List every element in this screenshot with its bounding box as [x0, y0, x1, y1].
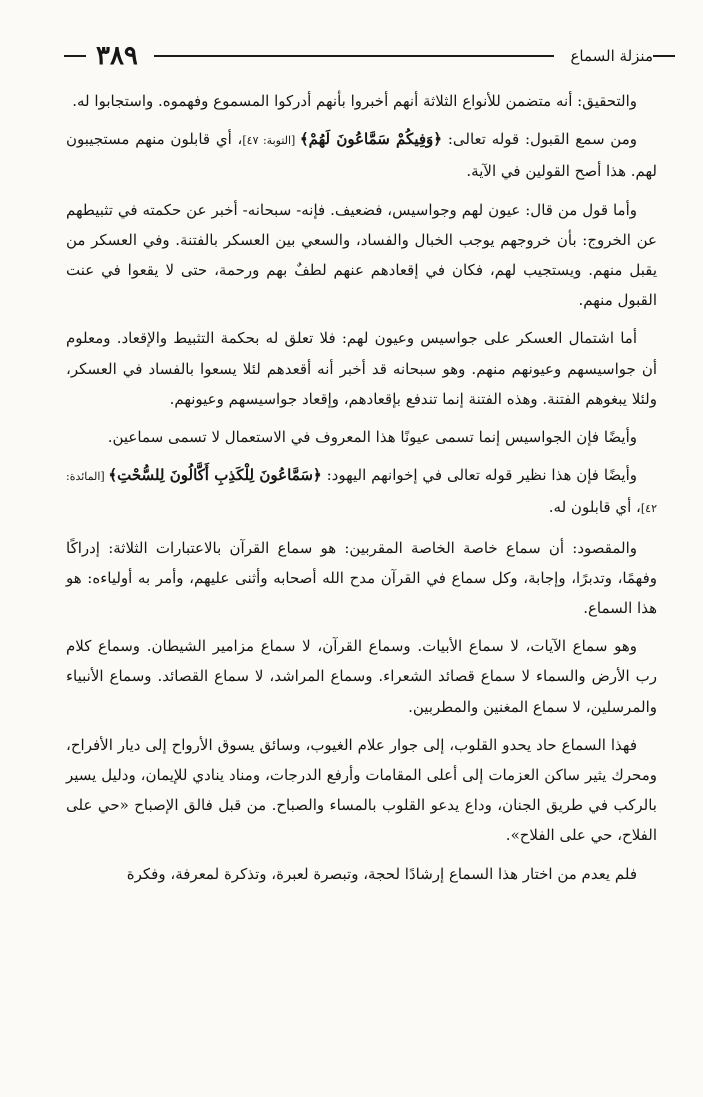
- paragraph-text: وأيضًا فإن هذا نظير قوله تعالى في إخوانهم اليهود:: [321, 466, 637, 485]
- paragraph-text: ، أي قابلون منهم مستجيبون لهم. هذا أصح القولين في الآية.: [66, 130, 657, 181]
- body-text: [66, 86, 657, 897]
- header-dash: [653, 55, 675, 57]
- page-number: ٣٨٩: [96, 41, 138, 71]
- paragraph: والتحقيق: أنه متضمن للأنواع الثلاثة أنهم أخبروا بأنهم أدركوا المسموع وفهموه. واستجابوا له.: [72, 92, 637, 110]
- verse-reference: [المائدة: ٤٢]: [66, 470, 657, 516]
- quran-verse: ﴿سَمَّاعُونَ لِلْكَذِبِ أَكَّالُونَ لِلسُّحْتِ﴾: [108, 466, 322, 485]
- header-dash: [64, 55, 86, 57]
- page-header: [64, 38, 675, 74]
- running-title: منزلة السماع: [570, 47, 653, 65]
- paragraph-text: ، أي قابلون له.: [548, 498, 641, 517]
- paragraph: أما اشتمال العسكر على جواسيس وعيون لهم: فلا تعلق له بحكمة التثبيط والإقعاد. ومعلوم أن جواسيسهم وعيونهم منهم. وهو سبحانه قد أخبر أنه أقعدهم لئلا يسعوا بالفساد في العسكر، ولئلا يبغوهم الفتنة. وهذه الفتنة إنما تندفع بإقعادهم، وإقعاد جواسيسهم وعيونهم.: [66, 329, 657, 408]
- paragraph: وأما قول من قال: عيون لهم وجواسيس، فضعيف. فإنه- سبحانه- أخبر عن حكمته في تثبيطهم عن الخروج: بأن خروجهم يوجب الخبال والفساد، والسعي بين العسكر بالفتنة. وفي العسكر من يقبل منهم. ويستجيب لهم، فكان في إقعادهم عنهم لطفٌ بهم ورحمة، حتى لا يقعوا في عنت القبول منهم.: [66, 200, 657, 310]
- paragraph: [66, 124, 657, 186]
- paragraph: وهو سماع الآيات، لا سماع الأبيات. وسماع القرآن، لا سماع مزامير الشيطان. وسماع كلام رب الأرض والسماء لا سماع قصائد الشعراء. وسماع المراشد، لا سماع القصائد. وسماع الأنبياء والمرسلين، لا سماع المغنين والمطربين.: [66, 637, 657, 716]
- verse-reference: [التوبة: ٤٧]: [242, 134, 300, 148]
- paragraph: وأيضًا فإن الجواسيس إنما تسمى عيونًا هذا المعروف في الاستعمال لا تسمى سماعين.: [107, 428, 637, 447]
- paragraph: والمقصود: أن سماع خاصة الخاصة المقربين: هو سماع القرآن بالاعتبارات الثلاثة: إدراكًا وفهمًا، وتدبرًا، وإجابة، وكل سماع في القرآن مدح الله أصحابه وأثنى عليهم، وأمر به أولياءه: هو هذا السماع.: [66, 538, 657, 618]
- paragraph-text: ومن سمع القبول: قوله تعالى:: [442, 130, 637, 149]
- quran-verse: ﴿وَفِيكُمْ سَمَّاعُونَ لَهُمْ﴾: [299, 130, 443, 149]
- paragraph: [66, 460, 657, 524]
- paragraph: فهذا السماع حاد يحدو القلوب، إلى جوار علام الغيوب، وسائق يسوق الأرواح إلى ديار الأفراح، ومحرك يثير ساكن العزمات إلى أعلى المقامات وأرفع الدرجات، ومناد ينادي للإيمان، ودليل يسير بالركب في طريق الجنان، وداع يدعو القلوب بالمساء والصباح. من قبل فالق الإصباح «حي على الفلاح، حي على الفلاح».: [66, 735, 657, 845]
- paragraph: فلم يعدم من اختار هذا السماع إرشادًا لحجة، وتبصرة لعبرة، وتذكرة لمعرفة، وفكرة: [126, 864, 637, 883]
- header-rule: [154, 55, 555, 57]
